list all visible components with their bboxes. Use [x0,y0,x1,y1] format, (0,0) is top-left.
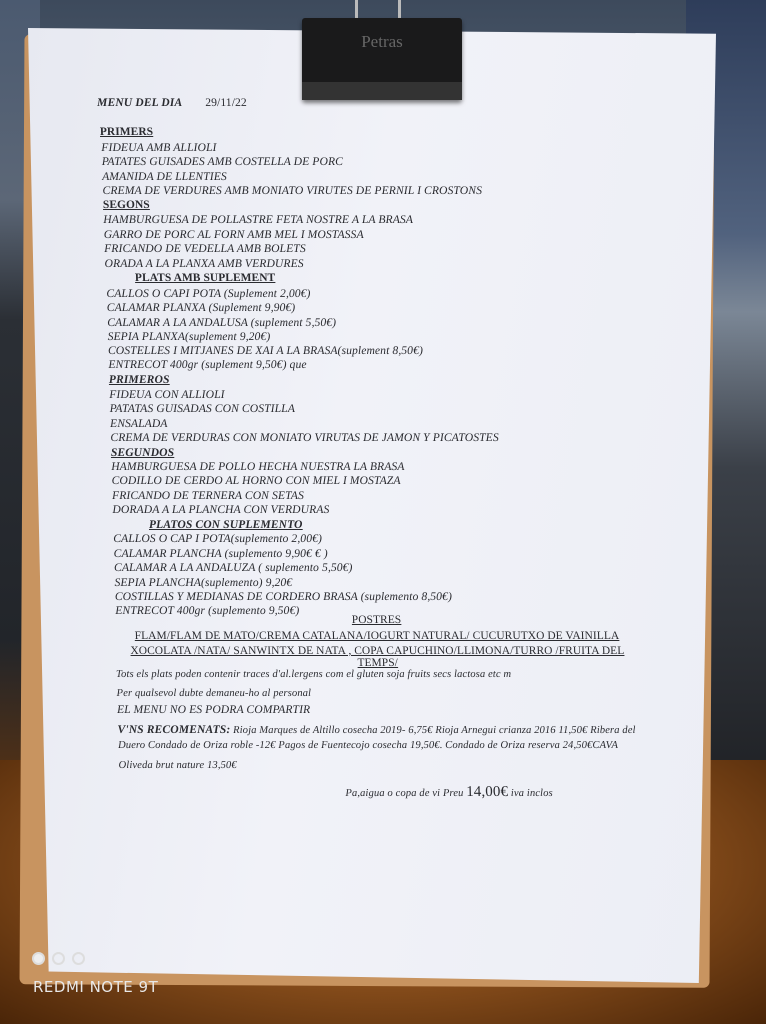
list-item: HAMBURGUESA DE POLLASTRE FETA NOSTRE A LA BRASA [103,213,414,226]
camera-dots [32,952,92,970]
menu-date: 29/11/22 [205,96,248,109]
list-item: FRICANDO DE VEDELLA AMB BOLETS [103,242,306,255]
list-item: CALAMAR PLANCHA (suplemento 9,90€ € ) [113,547,328,560]
list-item: FIDEUA CON ALLIOLI [109,388,225,401]
list-item: ENTRECOT 400gr (suplement 9,50€) que [108,358,307,371]
list-item: CODILLO DE CERDO AL HORNO CON MIEL I MOSTAZA [111,474,401,487]
list-item: HAMBURGUESA DE POLLO HECHA NUESTRA LA BRASA [111,460,405,473]
postres-line: XOCOLATA /NATA/ SANWINTX DE NATA , COPA CAPUCHINO/LLIMONA/TURRO /FRUITA DEL [130,645,625,657]
list-item: ENSALADA [109,417,168,430]
list-item: CALAMAR A LA ANDALUZA ( suplemento 5,50€) [113,561,353,574]
menu-title: MENU DEL DIA [96,96,183,109]
list-item: CALAMAR A LA ANDALUSA (suplement 5,50€) [107,316,337,329]
list-item: CALAMAR PLANXA (Suplement 9,90€) [106,301,296,314]
camera-watermark: REDMI NOTE 9T [33,978,159,996]
menu-header [97,96,247,109]
list-item: GARRO DE PORC AL FORN AMB MEL I MOSTASSA [103,228,364,241]
section-segundos: SEGUNDOS [110,446,175,459]
list-item: AMANIDA DE LLENTIES [101,170,228,183]
list-item: ENTRECOT 400gr (suplemento 9,50€) [115,604,300,617]
section-postres: POSTRES [351,614,402,626]
section-platos-suplemento: PLATOS CON SUPLEMENTO [148,518,303,531]
section-plats-suplement: PLATS AMB SUPLEMENT [134,272,276,284]
sharing-note: EL MENU NO ES PODRA COMPARTIR [116,703,311,716]
wines-line: Oliveda brut nature 13,50€ [118,760,237,771]
postres-line: TEMPS/ [357,657,399,669]
section-primers: PRIMERS [99,126,154,138]
wines-line: Duero Condado de Oriza roble -12€ Pagos de Fuentecojo cosecha 19,50€. Condado de Oriza reserva 24,50€CAVA [117,740,619,751]
list-item: DORADA A LA PLANCHA CON VERDURAS [112,503,330,516]
list-item: CREMA DE VERDURES AMB MONIATO VIRUTES DE PERNIL I CROSTONS [102,184,483,197]
list-item: CALLOS O CAP I POTA(suplemento 2,00€) [113,532,323,545]
list-item: FRICANDO DE TERNERA CON SETAS [111,489,305,502]
list-item: PATATAS GUISADAS CON COSTILLA [109,402,296,415]
staff-note: Per qualsevol dubte demaneu-ho al personal [116,688,312,699]
section-segons: SEGONS [102,199,150,211]
menu-price: Pa,aigua o copa de vi Preu 14,00€ iva inclos [345,784,553,800]
list-item: PATATES GUISADES AMB COSTELLA DE PORC [101,155,344,168]
clip-logo: Petras [361,32,403,51]
postres-line: FLAM/FLAM DE MATO/CREMA CATALANA/IOGURT NATURAL/ CUCURUTXO DE VAINILLA [134,630,620,642]
list-item: CREMA DE VERDURAS CON MONIATO VIRUTAS DE JAMON Y PICATOSTES [110,431,499,444]
wines-label: V'NS RECOMENATS: [117,723,231,736]
list-item: SEPIA PLANCHA(suplemento) 9,20€ [114,576,293,589]
list-item: SEPIA PLANXA(suplement 9,20€) [107,330,271,343]
list-item: ORADA A LA PLANXA AMB VERDURES [104,257,304,270]
price-amount: 14,00€ [465,784,509,800]
list-item: FIDEUA AMB ALLIOLI [101,141,217,154]
list-item: COSTILLAS Y MEDIANAS DE CORDERO BRASA (suplemento 8,50€) [114,590,453,603]
wines-line: V'NS RECOMENATS: Rioja Marques de Altillo cosecha 2019- 6,75€ Rioja Arnegui crianza 2016 11,50€ Ribera del [117,723,636,736]
section-primeros: PRIMEROS [108,373,170,386]
list-item: CALLOS O CAPI POTA (Suplement 2,00€) [106,287,311,300]
list-item: COSTELLES I MITJANES DE XAI A LA BRASA(suplement 8,50€) [107,344,424,357]
allergen-note: Tots els plats poden contenir traces d'al.lergens com el gluten soja fruits secs lactosa etc m [115,669,512,680]
